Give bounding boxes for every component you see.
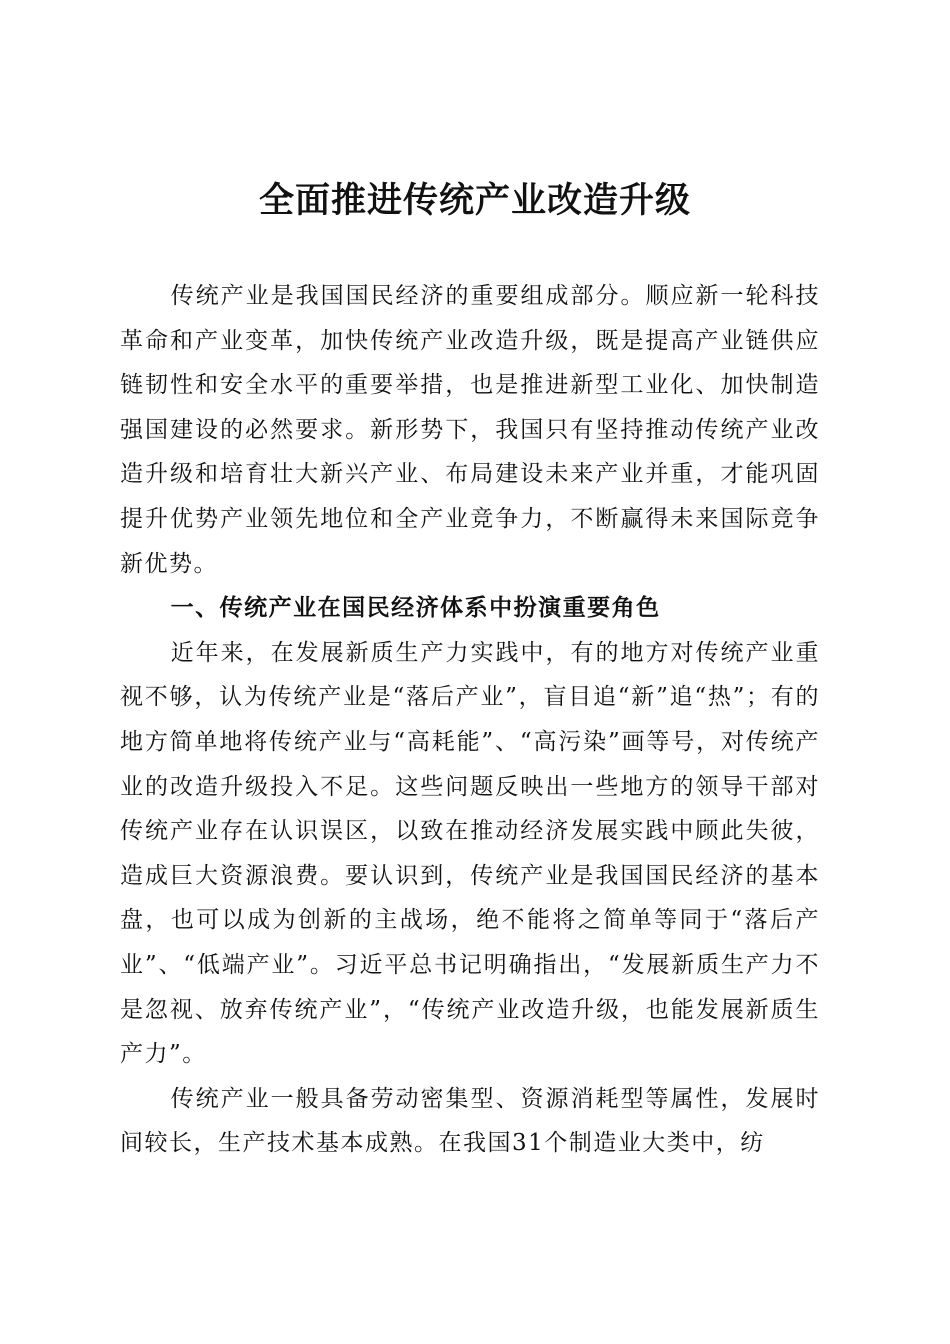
document-body <box>120 274 820 1166</box>
section-heading: 一、传统产业在国民经济体系中扮演重要角色 <box>170 595 661 622</box>
section-paragraph-1: 近年来，在发展新质生产力实践中，有的地方对传统产业重视不够，认为传统产业是“落后产业”，盲目追“新”追“热”；有的地方简单地将传统产业与“高耗能”、“高污染”画等号，对传统产业的改造升级投入不足。这些问题反映出一些地方的领导干部对传统产业存在认识误区，以致在推动经济发展实践中顾此失彼，造成巨大资源浪费。要认识到，传统产业是我国国民经济的基本盘，也可以成为创新的主战场，绝不能将之简单等同于“落后产业”、“低端产业”。习近平总书记明确指出，“发展新质生产力不是忽视、放弃传统产业”，“传统产业改造升级，也能发展新质生产力”。 <box>120 639 820 1068</box>
document-title: 全面推进传统产业改造升级 <box>258 181 691 221</box>
intro-paragraph: 传统产业是我国国民经济的重要组成部分。顺应新一轮科技革命和产业变革，加快传统产业改造升级，既是提高产业链供应链韧性和安全水平的重要举措，也是推进新型工业化、加快制造强国建设的必然要求。新形势下，我国只有坚持推动传统产业改造升级和培育壮大新兴产业、布局建设未来产业并重，才能巩固提升优势产业领先地位和全产业竞争力，不断赢得未来国际竞争新优势。 <box>120 283 820 577</box>
section-paragraph-2: 传统产业一般具备劳动密集型、资源消耗型等属性，发展时间较长，生产技术基本成熟。在我国31个制造业大类中，纺 <box>120 1085 820 1157</box>
